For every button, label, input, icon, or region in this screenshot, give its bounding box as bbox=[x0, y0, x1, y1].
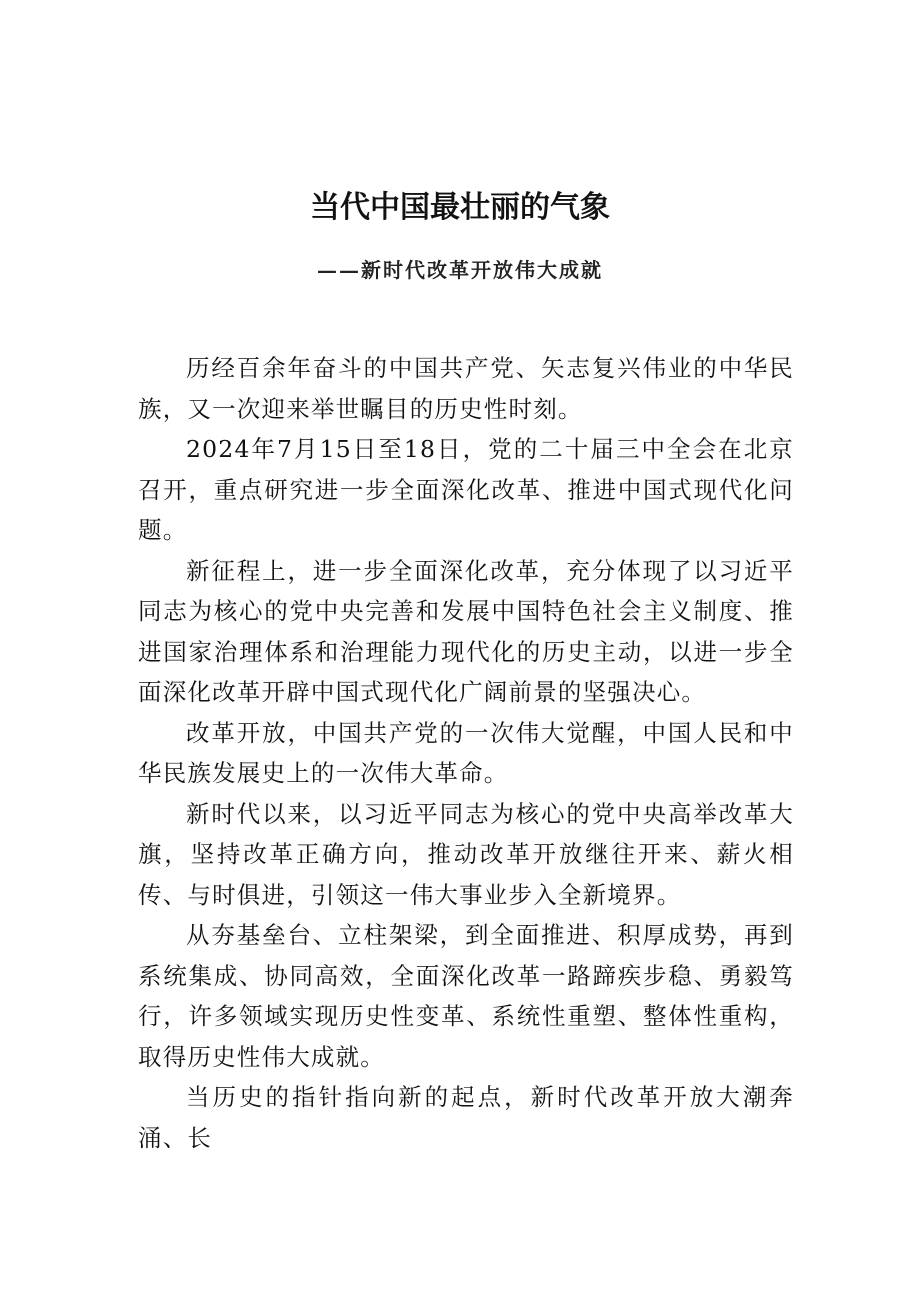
document-body bbox=[138, 348, 794, 1288]
document-title: 当代中国最壮丽的气象 bbox=[310, 190, 610, 225]
body-paragraph: 历经百余年奋斗的中国共产党、矢志复兴伟业的中华民族，又一次迎来举世瞩目的历史性时刻。 bbox=[138, 354, 794, 423]
body-paragraph: 新时代以来，以习近平同志为核心的党中央高举改革大旗，坚持改革正确方向，推动改革开放继往开来、薪火相传、与时俱进，引领这一伟大事业步入全新境界。 bbox=[138, 799, 794, 909]
body-paragraph: 改革开放，中国共产党的一次伟大觉醒，中国人民和中华民族发展史上的一次伟大革命。 bbox=[138, 718, 794, 787]
body-paragraph: 从夯基垒台、立柱架梁，到全面推进、积厚成势，再到系统集成、协同高效，全面深化改革一路蹄疾步稳、勇毅笃行，许多领域实现历史性变革、系统性重塑、整体性重构，取得历史性伟大成就。 bbox=[138, 921, 794, 1071]
body-paragraph: 新征程上，进一步全面深化改革，充分体现了以习近平同志为核心的党中央完善和发展中国特色社会主义制度、推进国家治理体系和治理能力现代化的历史主动，以进一步全面深化改革开辟中国式现代化广阔前景的坚强决心。 bbox=[138, 556, 794, 706]
body-paragraph: 2024年7月15日至18日，党的二十届三中全会在北京召开，重点研究进一步全面深化改革、推进中国式现代化问题。 bbox=[138, 435, 794, 544]
body-paragraph: 当历史的指针指向新的起点，新时代改革开放大潮奔涌、长 bbox=[138, 1083, 794, 1152]
document-subtitle: ——新时代改革开放伟大成就 bbox=[317, 258, 603, 282]
